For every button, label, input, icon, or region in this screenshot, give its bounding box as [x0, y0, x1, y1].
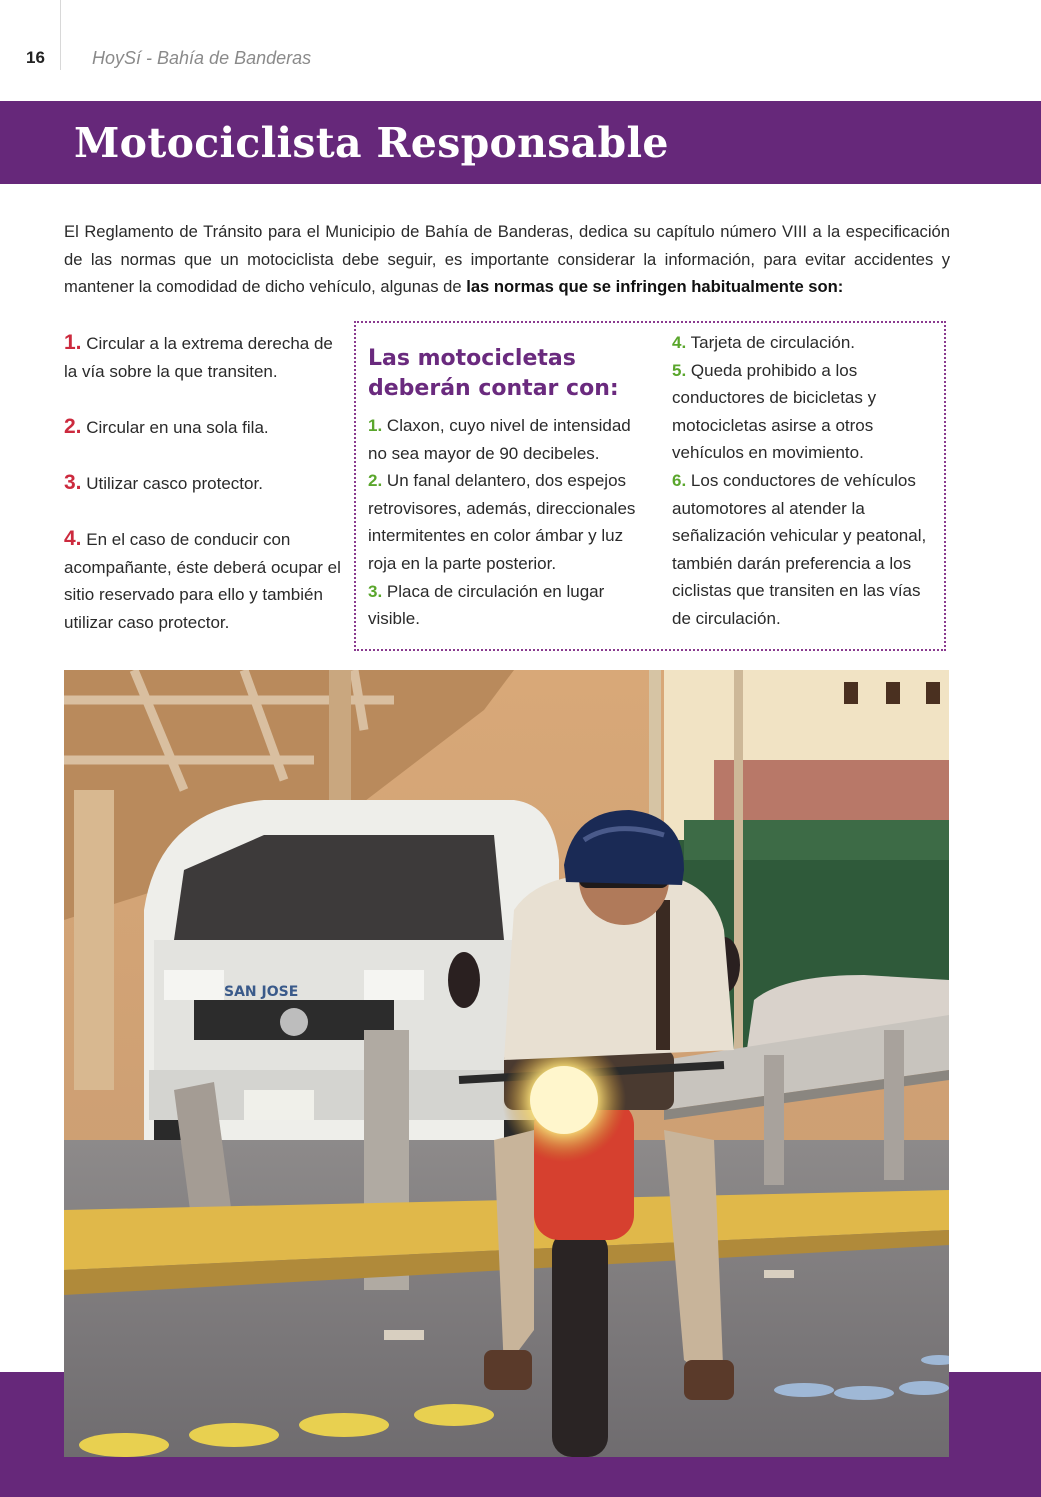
rules-list [64, 329, 344, 664]
requirements-title: Las motocicletas deberán contar con: [368, 346, 619, 401]
requirements-list-left [368, 412, 650, 633]
requirement-text: Un fanal delantero, dos espejos retrovisores, además, direccionales intermitentes en color ámbar y luz roja en la parte posterior. [368, 471, 636, 573]
requirement-number: 2. [368, 471, 383, 491]
van-label: SAN JOSE [224, 984, 299, 1000]
running-title: HoySí - Bahía de Banderas [92, 48, 312, 68]
rule-text: Utilizar casco protector. [86, 473, 263, 493]
requirement-item [368, 467, 650, 577]
header-divider [60, 0, 61, 70]
title-banner [0, 101, 1041, 184]
requirement-text: Tarjeta de circulación. [690, 333, 856, 352]
rule-text: Circular en una sola fila. [86, 417, 269, 437]
motorcyclist-photo [64, 670, 949, 1457]
rule-item [64, 525, 344, 636]
rule-number: 4. [64, 527, 82, 551]
rule-text: En el caso de conducir con acompañante, éste deberá ocupar el sitio reservado para ello y también utilizar caso protector. [64, 530, 341, 632]
requirement-number: 3. [368, 581, 383, 601]
requirement-text: Claxon, cuyo nivel de intensidad no sea mayor de 90 decibeles. [368, 416, 631, 463]
intro-paragraph [64, 218, 950, 301]
photo-illustration [64, 670, 949, 1457]
requirement-number: 1. [368, 416, 383, 435]
requirements-list-right [672, 329, 940, 633]
rule-item [64, 413, 344, 442]
rule-number: 1. [64, 331, 82, 354]
requirement-item [368, 412, 650, 467]
requirement-number: 4. [672, 333, 687, 352]
requirement-item [672, 329, 940, 357]
requirement-number: 6. [672, 470, 687, 490]
requirement-item [672, 467, 940, 633]
requirement-item [368, 578, 650, 633]
page-number: 16 [26, 48, 45, 67]
requirement-text: Queda prohibido a los conductores de bicicletas y motocicletas asirse a otros vehículos en movimiento. [672, 360, 877, 463]
requirement-item [672, 357, 940, 467]
rule-item [64, 469, 344, 498]
requirement-number: 5. [672, 360, 687, 380]
rule-item [64, 329, 344, 385]
requirement-text: Placa de circulación en lugar visible. [368, 581, 605, 629]
intro-text: El Reglamento de Tránsito para el Municipio de Bahía de Banderas, dedica su capítulo número VIII a la especificación de las normas que un motociclista debe seguir, es importante considerar la información, para evitar accidentes y mantener la comodidad de dicho vehículo, algunas de [64, 222, 950, 297]
rule-text: Circular a la extrema derecha de la vía sobre la que transiten. [64, 334, 333, 381]
page-title: Motociclista Responsable [74, 119, 669, 167]
intro-bold: las normas que se infringen habitualmente son: [466, 277, 844, 297]
rule-number: 2. [64, 414, 82, 438]
requirement-text: Los conductores de vehículos automotores al atender la señalización vehicular y peatonal, también darán preferencia a los ciclistas que transiten en las vías de circulación. [672, 470, 927, 628]
rule-number: 3. [64, 470, 82, 494]
